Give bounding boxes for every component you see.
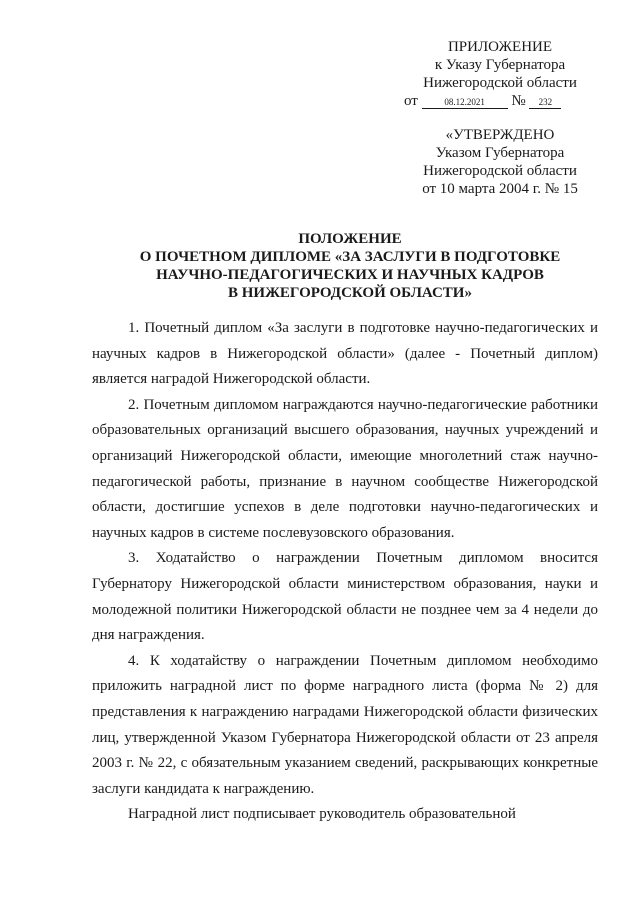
decree-number: 232	[529, 97, 561, 109]
paragraph-3: 3. Ходатайство о награждении Почетным дипломом вносится Губернатору Нижегородской области министерством образования, науки и молодежной политики Нижегородской области не позднее чем за 4 недели до дня награждения.	[92, 550, 598, 644]
document-body	[92, 316, 598, 828]
approved-line-1: «УТВЕРЖДЕНО	[445, 127, 555, 143]
appendix-header	[400, 38, 600, 110]
document-title	[60, 230, 640, 302]
appendix-decree-line	[400, 92, 600, 110]
title-line-1: ПОЛОЖЕНИЕ	[298, 231, 402, 247]
title-line-2: О ПОЧЕТНОМ ДИПЛОМЕ «ЗА ЗАСЛУГИ В ПОДГОТОВКЕ	[139, 249, 561, 265]
number-label: №	[511, 93, 526, 109]
paragraph-2: 2. Почетным дипломом награждаются научно-педагогические работники образовательных организаций высшего образования, научных учреждений и организаций Нижегородской области, имеющие многолетний стаж научно-педагогической работы, признание в научном сообществе Нижегородской области, достигшие успехов в деле подготовки научно-педагогических и научных кадров в системе послевузовского образования.	[92, 396, 598, 541]
approved-block	[400, 126, 600, 198]
title-line-3: НАУЧНО-ПЕДАГОГИЧЕСКИХ И НАУЧНЫХ КАДРОВ	[156, 267, 544, 283]
approved-line-3: Нижегородской области	[423, 163, 577, 179]
from-label: от	[404, 93, 418, 109]
title-line-4: В НИЖЕГОРОДСКОЙ ОБЛАСТИ»	[228, 285, 472, 301]
paragraph-4: 4. К ходатайству о награждении Почетным дипломом необходимо приложить наградной лист по форме наградного листа (форма № 2) для представления к награждению наградами Нижегородской области физических лиц, утвержденной Указом Губернатора Нижегородской области от 23 апреля 2003 г. № 22, с обязательным указанием сведений, раскрывающих конкретные заслуги кандидата к награждению.	[92, 652, 598, 797]
approved-line-2: Указом Губернатора	[435, 145, 565, 161]
decree-date: 08.12.2021	[422, 97, 508, 109]
appendix-title: ПРИЛОЖЕНИЕ	[447, 39, 553, 55]
paragraph-5: Наградной лист подписывает руководитель образовательной	[128, 806, 516, 823]
paragraph-1: 1. Почетный диплом «За заслуги в подготовке научно-педагогических и научных кадров в Нижегородской области» (далее - Почетный диплом) является наградой Нижегородской области.	[92, 320, 598, 388]
appendix-region: Нижегородской области	[423, 75, 577, 91]
appendix-to-decree: к Указу Губернатора	[434, 57, 566, 73]
approved-line-4: от 10 марта 2004 г. № 15	[422, 181, 578, 197]
